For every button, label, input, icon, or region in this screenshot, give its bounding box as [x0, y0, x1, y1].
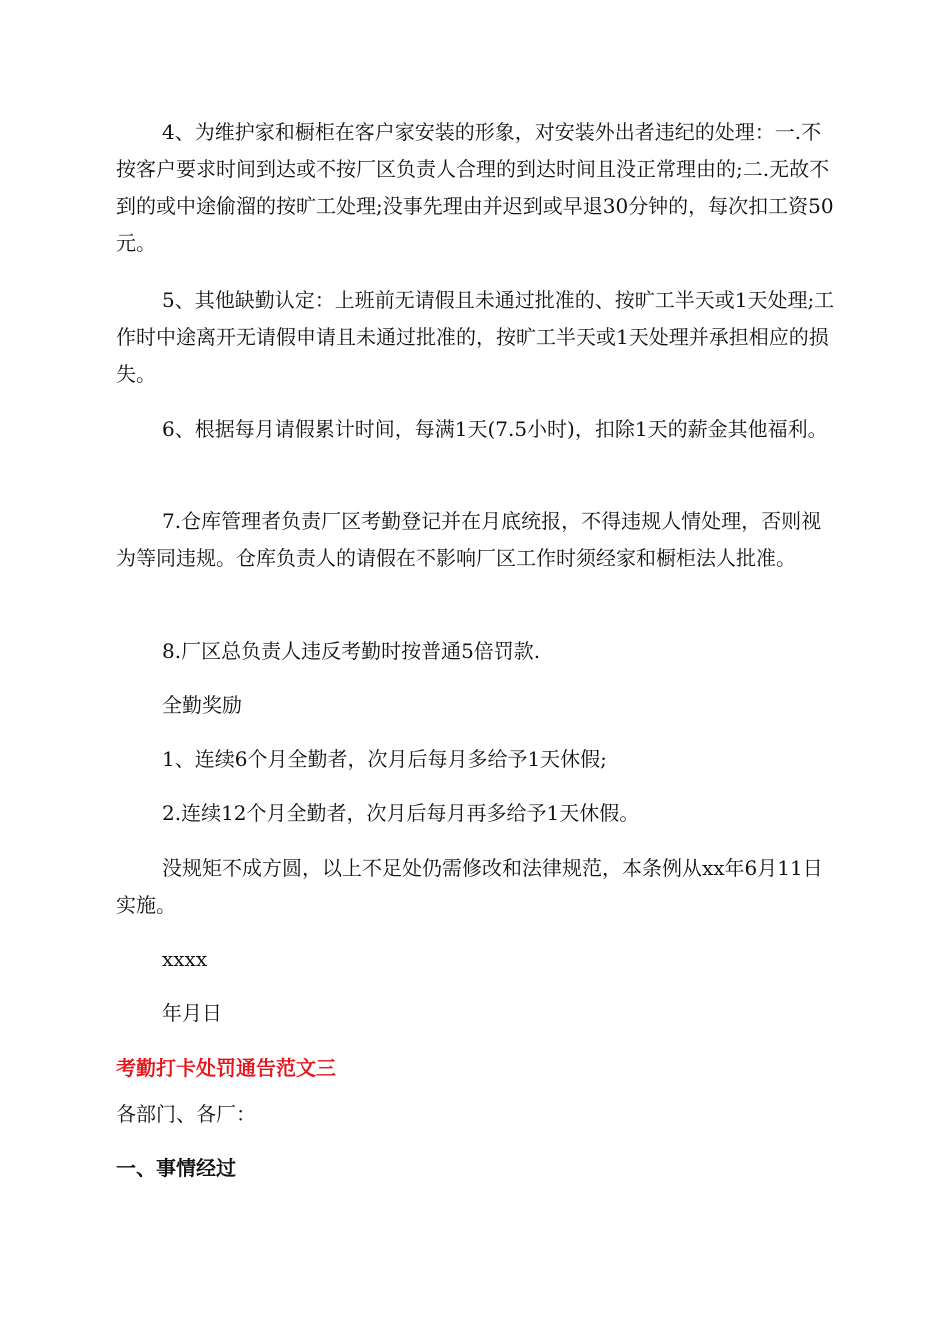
signature-name: xxxx — [162, 947, 208, 971]
paragraph-rule-8: 8.厂区总负责人违反考勤时按普通5倍罚款. — [162, 639, 541, 663]
salutation: 各部门、各厂： — [116, 1102, 256, 1126]
paragraph-closing: 没规矩不成方圆，以上不足处仍需修改和法律规范，本条例从xx年6月11日实施。 — [116, 856, 823, 917]
paragraph-rule-4: 4、为维护家和橱柜在客户家安装的形象，对安装外出者违纪的处理：一.不按客户要求时间到达或不按厂区负责人合理的到达时间且没正常理由的;二.无故不到的或中途偷溜的按旷工处理;没事先理由并迟到或早退30分钟的，每次扣工资50元。 — [116, 120, 834, 255]
paragraph-rule-6: 6、根据每月请假累计时间，每满1天(7.5小时)，扣除1天的薪金其他福利。 — [162, 417, 828, 441]
subheading-event: 一、事情经过 — [116, 1156, 236, 1180]
paragraph-reward-2: 2.连续12个月全勤者，次月后每月再多给予1天休假。 — [162, 801, 640, 825]
section-title: 考勤打卡处罚通告范文三 — [116, 1056, 336, 1080]
paragraph-reward-1: 1、连续6个月全勤者，次月后每月多给予1天休假; — [162, 747, 607, 771]
paragraph-rule-5: 5、其他缺勤认定：上班前无请假且未通过批准的、按旷工半天或1天处理;工作时中途离开无请假申请且未通过批准的，按旷工半天或1天处理并承担相应的损失。 — [116, 288, 835, 386]
paragraph-rule-7: 7.仓库管理者负责厂区考勤登记并在月底统报，不得违规人情处理，否则视为等同违规。仓库负责人的请假在不影响厂区工作时须经家和橱柜法人批准。 — [116, 509, 822, 570]
signature-date: 年月日 — [162, 1001, 222, 1025]
paragraph-full-attendance-title: 全勤奖励 — [162, 693, 242, 717]
